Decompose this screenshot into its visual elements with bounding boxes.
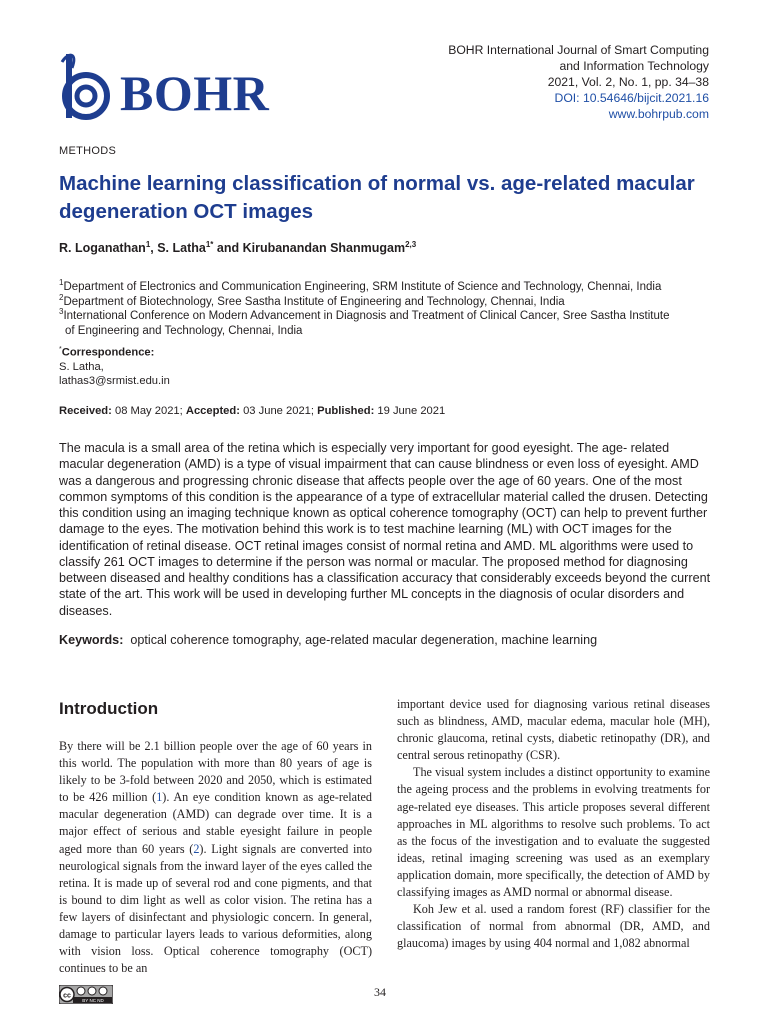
paragraph: Koh Jew et al. used a random forest (RF) classifier for the classification of normal from abnormal (DR, AMD, and glaucoma) images by using 404 normal and 1,082 abnormal xyxy=(397,902,710,951)
journal-name-line1: BOHR International Journal of Smart Computing xyxy=(448,43,709,57)
svg-text:cc: cc xyxy=(63,992,71,1000)
author-name: Kirubanandan Shanmugam xyxy=(242,241,406,256)
correspondence-email[interactable]: lathas3@srmist.edu.in xyxy=(59,374,170,387)
published-label: Published: xyxy=(317,405,375,417)
published-date: 19 June 2021 xyxy=(377,405,446,417)
author-affil-sup: 2,3 xyxy=(405,240,417,249)
author-name: S. Latha xyxy=(157,241,206,256)
journal-info xyxy=(369,42,709,122)
correspondence-name: S. Latha, xyxy=(59,360,104,373)
author-separator: and xyxy=(213,241,243,256)
section-heading-introduction: Introduction xyxy=(59,699,159,718)
author-name: R. Loganathan xyxy=(59,241,146,256)
bohr-logo-icon xyxy=(58,50,116,124)
logo-text: BOHR xyxy=(120,65,270,121)
publication-dates xyxy=(59,405,445,417)
paragraph-text: ). Light signals are converted into neurological signals from the inward layer of the eyes called the retina. It is made up of several rod and cone pigments, and that is bound to dim light as well as color vision. The retina has a few layers of disinfectant and physiologic concern. In general, damage to particular layers leads to various deformities, along with vision loss. Optical coherence tomography (OCT) continues to be an xyxy=(59,841,372,976)
author-list xyxy=(59,240,416,255)
received-date: 08 May 2021; xyxy=(114,405,183,417)
citation-link[interactable]: 2 xyxy=(193,841,200,856)
body-column-right xyxy=(397,696,710,952)
correspondence-label: Correspondence: xyxy=(61,346,155,359)
paragraph-text: By there will be 2.1 billion people over the age of 60 years in this world. The population with more than 80 years of age is likely to be 3-fold between 2020 and 2050, which is estimated to be 426 million ( xyxy=(59,739,372,805)
affiliation-sup: 1 xyxy=(59,278,64,287)
abstract: The macula is a small area of the retina which is especially very important for good eyesight. The age- related macular degeneration (AMD) is a type of visual impairment that can cause blindness or even loss of eyesight. AMD was a dangerous and progressing chronic disease that affects people over the age of 60 years. One of the most common symptoms of this condition is the appearance of a type of extracellular material called the drusen. Detecting this condition using an imaging technique known as optical coherence tomography (OCT) can help to prevent further damage to the eyes. The motivation behind this work is to test machine learning (ML) with OCT images for the identification of retinal disease. OCT retinal images consist of normal retina and AMD. ML algorithms were used to classify 261 OCT images to determine if the person was normal or macular. The proposed method for diagnosing between diseased and healthy conditions has a classification accuracy that considerably exceeds beyond the current state of the art. This work will be used in developing further ML concepts in the diagnosis of ocular disorders and diseases. xyxy=(59,441,711,618)
doi-link[interactable]: DOI: 10.54646/bijcit.2021.16 xyxy=(554,91,709,105)
affiliation xyxy=(59,304,719,339)
article-title: Machine learning classification of normal vs. age-related macular degeneration OCT images xyxy=(59,172,695,223)
asterisk-mark: * xyxy=(59,346,62,353)
page-number: 34 xyxy=(374,985,386,999)
affiliation-text: Department of Biotechnology, Sree Sastha Institute of Engineering and Technology, Chennai, India xyxy=(63,295,565,308)
author-affil-sup: 1* xyxy=(205,240,214,249)
correspondence-block xyxy=(59,343,170,388)
paragraph-text: ). An eye condition known as age-related macular degeneration (AMD) can degrade over time. It is a major effect of serious and stable eyesight failure in people aged more than 60 years ( xyxy=(59,790,372,856)
author-affil-sup: 1 xyxy=(145,240,151,249)
journal-url-link[interactable]: www.bohrpub.com xyxy=(608,107,709,121)
license-badge-graphic xyxy=(59,985,113,1004)
bohr-logo xyxy=(58,50,288,124)
affiliation-text: Department of Electronics and Communication Engineering, SRM Institute of Science and Technology, Chennai, India xyxy=(63,280,662,293)
accepted-date: 03 June 2021; xyxy=(243,405,314,417)
affiliation-sup: 3 xyxy=(59,307,64,316)
section-label: METHODS xyxy=(59,145,117,157)
keywords-label: Keywords: xyxy=(59,633,124,647)
cc-by-nc-nd-icon[interactable] xyxy=(59,985,113,1004)
paragraph: important device used for diagnosing various retinal diseases such as blindness, AMD, macular edema, macular hole (MH), chronic glaucoma, retinal cysts, diabetic retinopathy (DR), and central serous retinopathy (CSR). xyxy=(397,697,710,763)
journal-name-line2: and Information Technology xyxy=(559,59,709,73)
received-label: Received: xyxy=(59,405,112,417)
keywords-text: optical coherence tomography, age-related macular degeneration, machine learning xyxy=(130,633,598,647)
citation-link[interactable]: 1 xyxy=(156,790,163,805)
body-column-left xyxy=(59,738,372,977)
affiliation-text: International Conference on Modern Advancement in Diagnosis and Treatment of Clinical Cancer, Sree Sastha Institute xyxy=(63,309,670,322)
accepted-label: Accepted: xyxy=(185,405,240,417)
paragraph: The visual system includes a distinct opportunity to examine the ageing process and the problems in evolving treatments for age-related eye diseases. This article proposes several different approaches in ML algorithms to resolve such problems. To act as the focus of the investigation and to evaluate the suggested ideas, retinal imaging screening was used as an exemplary application domain, more specifically, the detection of AMD by classifying images as AMD normal or abnormal disease. xyxy=(397,765,710,900)
affiliation-sup: 2 xyxy=(59,293,64,302)
paragraph xyxy=(59,738,372,977)
journal-volume: 2021, Vol. 2, No. 1, pp. 34–38 xyxy=(547,75,709,89)
affiliation-text-cont: of Engineering and Technology, Chennai, India xyxy=(65,324,303,337)
license-small-text: BY NC ND xyxy=(82,998,104,1003)
keywords xyxy=(59,633,597,647)
author-separator: , xyxy=(150,241,158,256)
